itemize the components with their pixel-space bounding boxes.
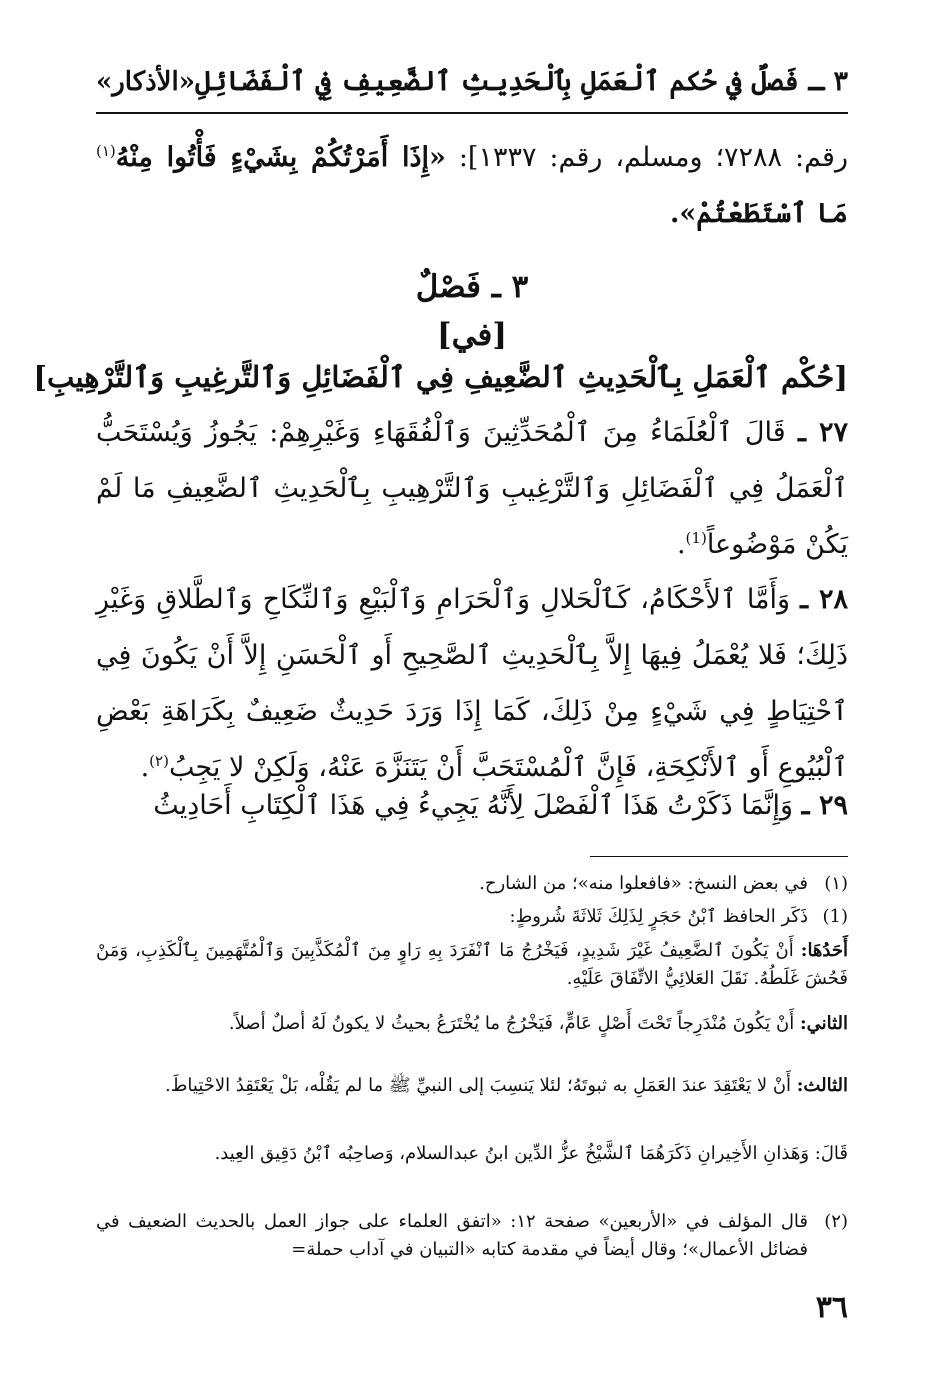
footnote-rule: [590, 856, 848, 857]
condition-label: أَحَدُهَا:: [800, 940, 848, 961]
page-number: ٣٦: [815, 1290, 848, 1325]
hadith-quote: «إِذَا أَمَرْتُكُمْ بِشَيْءٍ فَأْتُوا مِنْهُ: [115, 142, 446, 173]
footnote-ref[interactable]: (1): [685, 529, 707, 547]
condition-label: الثاني:: [799, 1013, 848, 1034]
footnote-text: في بعض النسخ: «فافعلوا منه»؛ من الشارح.: [479, 873, 808, 894]
paragraph-text: وَأَمَّا ٱلأَحْكَامُ، كَٱلْحَلالِ وَٱلْحَرَامِ وَٱلْبَيْعِ وَٱلنِّكَاحِ وَٱلطَّلاقِ وَغَيْرِ ذَلِكَ؛ فَلا يُعْمَلُ فِيهَا إِلاَّ بِٱلْحَدِيثِ ٱلصَّحِيحِ أَو ٱلْحَسَنِ إِلاَّ أَنْ يَكُونَ فِي ٱحْتِيَاطٍ فِي شَيْءٍ مِنْ ذَلِكَ، كَمَا إِذَا وَرَدَ حَدِيثٌ ضَعِيفٌ بِكَرَاهَةِ بَعْضِ ٱلْبُيُوعِ أَو ٱلأَنْكِحَةِ، فَإِنَّ ٱلْمُسْتَحَبَّ أَنْ يَتَنَزَّهَ عَنْهُ، وَلَكِنْ لا يَجِبُ: [96, 584, 848, 783]
footnote-text: ذَكَر الحافظ ٱبْنُ حَجَرٍ لِذَلِكَ ثَلاثَةَ شُروطٍ:: [509, 906, 808, 927]
condition-text: أَنْ يَكُونَ مُنْدَرِجاً تَحْتَ أَصْلٍ عَامٍّ، فَيَخْرُجُ ما يُخْتَرَعُ بحيثُ لا يكونُ لَهُ أصلٌ أصلاً.: [228, 1013, 795, 1034]
paragraph-29: [96, 778, 848, 834]
footnote-ref[interactable]: (٢): [149, 752, 169, 770]
condition-text: أَنْ لا يَعْتَقِدَ عندَ العَمَلِ به ثبوتَهُ؛ لئلا يَنسِبَ إلى النبيِّ ﷺ ما لم يَقُلْه، بَلْ يَعْتَقِدُ الاحْتِياطَ.: [165, 1075, 792, 1096]
paragraph-end: .: [676, 529, 686, 560]
paragraph-27: [96, 405, 848, 573]
condition-first: [96, 937, 848, 993]
paragraph-end: .: [140, 752, 150, 783]
condition-third: [96, 1072, 848, 1100]
footnote-mark: (٢): [824, 1211, 848, 1232]
section-title: [حُكْم ٱلْعَمَلِ بِٱلْحَدِيثِ ٱلضَّعِيفِ فِي ٱلْفَضَائِلِ وَٱلتَّرغِيبِ وَٱلتَّرْهِيبِ]: [33, 360, 848, 394]
footnote-mark: (١): [824, 873, 848, 894]
header-rule: [96, 112, 848, 114]
carryover-text: رقم: ٧٢٨٨؛ ومسلم، رقم: ١٣٣٧]:: [458, 142, 848, 173]
paragraph-text: وَإِنَّمَا ذَكَرْتُ هَذَا ٱلْفَصْلَ لِأَنَّهُ يَجِيءُ فِي هَذَا ٱلْكِتَابِ أَحَادِيثُ: [153, 790, 794, 821]
footnote-2-intro: [96, 903, 848, 931]
section-number: ٣ ـ فَصْلٌ: [415, 269, 529, 305]
paragraph-number: ٢٧ ـ: [797, 417, 848, 448]
carryover-paragraph: [96, 130, 848, 242]
paragraph-28: [96, 572, 848, 796]
footnote-1: [96, 870, 848, 898]
condition-text: أَنْ يَكُونَ ٱلضَّعِيفُ غَيْرَ شَدِيدٍ، فَيَخْرُجُ مَا ٱنْفَرَدَ بِهِ رَاوٍ مِنَ ٱلْمُكَذَّبِينَ وَٱلْمُتَّهَمِينَ بِٱلْكَذِبِ، وَمَنْ فَحُشَ غَلَطُهُ. نَقَلَ العَلائِيُّ الاتِّفَاقَ عَلَيْهِ.: [96, 940, 848, 989]
running-header-title: ٣ ـ فَصلٌ في حُكم ٱلْعَمَلِ بِٱلْحَدِيثِ ٱلضَّعِيفِ فِي ٱلْفَضَائِلِ: [195, 66, 848, 97]
section-prefix: [في]: [437, 317, 507, 353]
footnote-2-closing: قَالَ: وَهَذانِ الأَخِيرانِ ذَكَرَهُمَا ٱلشَّيْخُ عزُّ الدِّين ابنُ عبدالسلام، وَصاحِبُه ٱبْنُ دَقِيق العِيد.: [214, 1143, 848, 1164]
condition-label: الثالث:: [796, 1075, 848, 1096]
paragraph-number: ٢٨ ـ: [800, 584, 848, 615]
footnote-text: قال المؤلف في «الأربعين» صفحة ١٢: «اتفق العلماء على جواز العمل بالحديث الضعيف في فضائل الأعمال»؛ وقال أيضاً في مقدمة كتابه «التبيان في آداب حملة=: [96, 1211, 808, 1260]
condition-second: [96, 1010, 848, 1038]
paragraph-text: قَالَ ٱلْعُلَمَاءُ مِنَ ٱلْمُحَدِّثِينَ وَٱلْفُقَهَاءِ وَغَيْرِهِمْ: يَجُوزُ وَيُسْتَحَبُّ ٱلْعَمَلُ فِي ٱلْفَضَائِلِ وَٱلتَّرْغِيبِ وَٱلتَّرْهِيبِ بِٱلْحَدِيثِ ٱلضَّعِيفِ مَا لَمْ يَكُنْ مَوْضُوعاً: [96, 417, 848, 560]
footnote-mark: (1): [822, 906, 848, 927]
footnote-ref[interactable]: (١): [96, 142, 116, 160]
footnote-3: [96, 1208, 848, 1264]
running-header-book: «الأذكار»: [96, 67, 195, 97]
paragraph-number: ٢٩ ـ: [801, 790, 848, 821]
hadith-quote-end: مَا ٱسْتَطَعْتُمْ».: [669, 198, 848, 229]
